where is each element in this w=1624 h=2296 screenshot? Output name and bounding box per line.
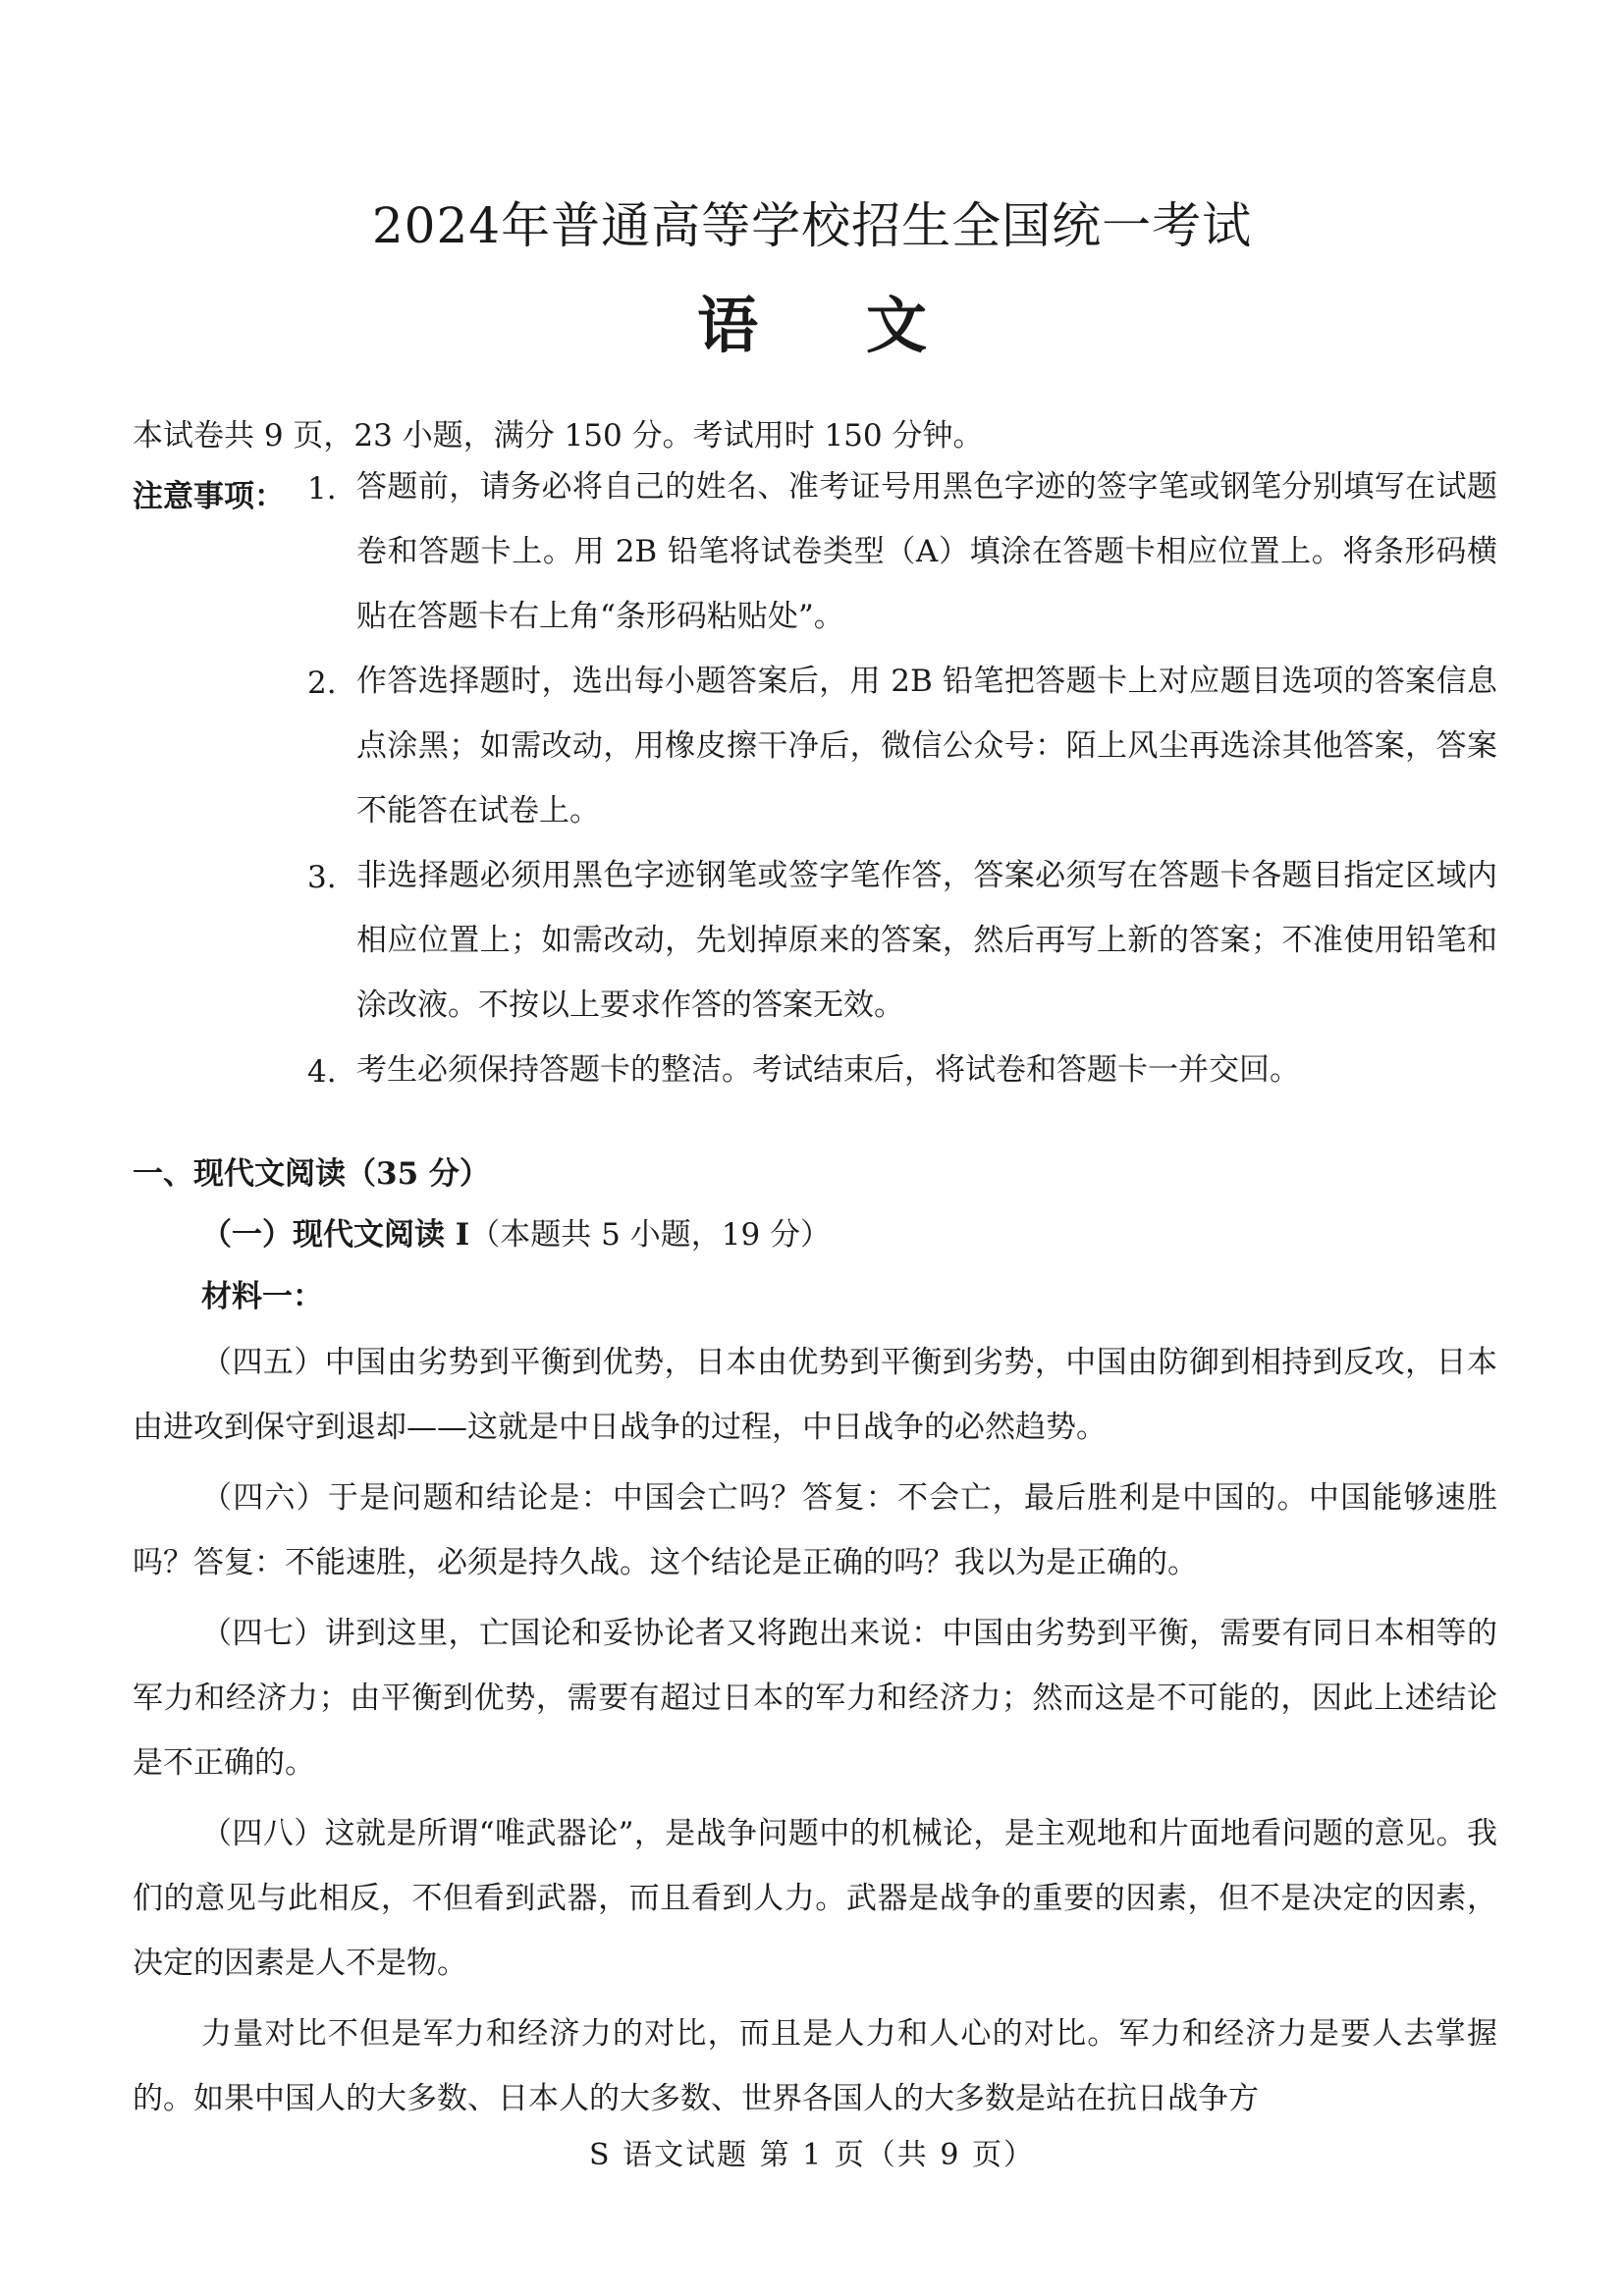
passage-paragraph: （四五）中国由劣势到平衡到优势，日本由优势到平衡到劣势，中国由防御到相持到反攻，日本由进攻到保守到退却——这就是中日战争的过程，中日战争的必然趋势。 xyxy=(133,1345,1497,1445)
material-label: 材料一： xyxy=(201,1279,323,1314)
sub-section-title: （一）现代文阅读 I xyxy=(201,1217,470,1253)
note-item xyxy=(307,666,1497,843)
note-text: 考生必须保持答题卡的整洁。考试结束后，将试卷和答题卡一并交回。 xyxy=(356,1052,1300,1088)
passage-paragraph: （四八）这就是所谓“唯武器论”，是战争问题中的机械论，是主观地和片面地看问题的意见。我们的意见与此相反，不但看到武器，而且看到人力。武器是战争的重要的因素，但不是决定的因素，决定的因素是人不是物。 xyxy=(133,1816,1497,1981)
passage-paragraph: （四六）于是问题和结论是：中国会亡吗？答复：不会亡，最后胜利是中国的。中国能够速胜吗？答复：不能速胜，必须是持久战。这个结论是正确的吗？我以为是正确的。 xyxy=(133,1480,1497,1580)
exam-intro: 本试卷共 9 页，23 小题，满分 150 分。考试用时 150 分钟。 xyxy=(133,418,984,454)
note-item xyxy=(307,1054,1497,1102)
note-item xyxy=(307,471,1497,649)
note-number: 3. xyxy=(307,860,337,895)
passage-paragraph: （四七）讲到这里，亡国论和妥协论者又将跑出来说：中国由劣势到平衡，需要有同日本相等的军力和经济力；由平衡到优势，需要有超过日本的军力和经济力；然而这是不可能的，因此上述结论是不正确的。 xyxy=(133,1616,1497,1781)
sub-section-note: （本题共 5 小题，19 分） xyxy=(469,1217,832,1253)
section-heading: 一、现代文阅读（35 分） xyxy=(133,1156,490,1192)
note-number: 1. xyxy=(307,471,337,507)
note-item xyxy=(307,860,1497,1038)
notes-label: 注意事项： xyxy=(133,479,285,514)
exam-title: 2024年普通高等学校招生全国统一考试 xyxy=(371,197,1253,254)
reading-passage xyxy=(133,1330,1497,2137)
note-number: 4. xyxy=(307,1054,337,1090)
note-text: 答题前，请务必将自己的姓名、准考证号用黑色字迹的签字笔或钢笔分别填写在试题卷和答题卡上。用 2B 铅笔将试卷类型（A）填涂在答题卡相应位置上。将条形码横贴在答题卡右上角“条形码粘贴处”。 xyxy=(356,469,1497,634)
passage-paragraph: 力量对比不但是军力和经济力的对比，而且是人力和人心的对比。军力和经济力是要人去掌握的。如果中国人的大多数、日本人的大多数、世界各国人的大多数是站在抗日战争方 xyxy=(133,2016,1497,2116)
subject-title: 语文 xyxy=(696,290,1035,361)
page-footer: S 语文试题 第 1 页（共 9 页） xyxy=(589,2138,1035,2172)
note-text: 非选择题必须用黑色字迹钢笔或签字笔作答，答案必须写在答题卡各题目指定区域内相应位置上；如需改动，先划掉原来的答案，然后再写上新的答案；不准使用铅笔和涂改液。不按以上要求作答的答案无效。 xyxy=(356,858,1497,1023)
sub-section-heading xyxy=(201,1209,831,1254)
note-number: 2. xyxy=(307,666,337,701)
note-text: 作答选择题时，选出每小题答案后，用 2B 铅笔把答题卡上对应题目选项的答案信息点涂黑；如需改动，用橡皮擦干净后，微信公众号：陌上风尘再选涂其他答案，答案不能答在试卷上。 xyxy=(356,664,1497,828)
